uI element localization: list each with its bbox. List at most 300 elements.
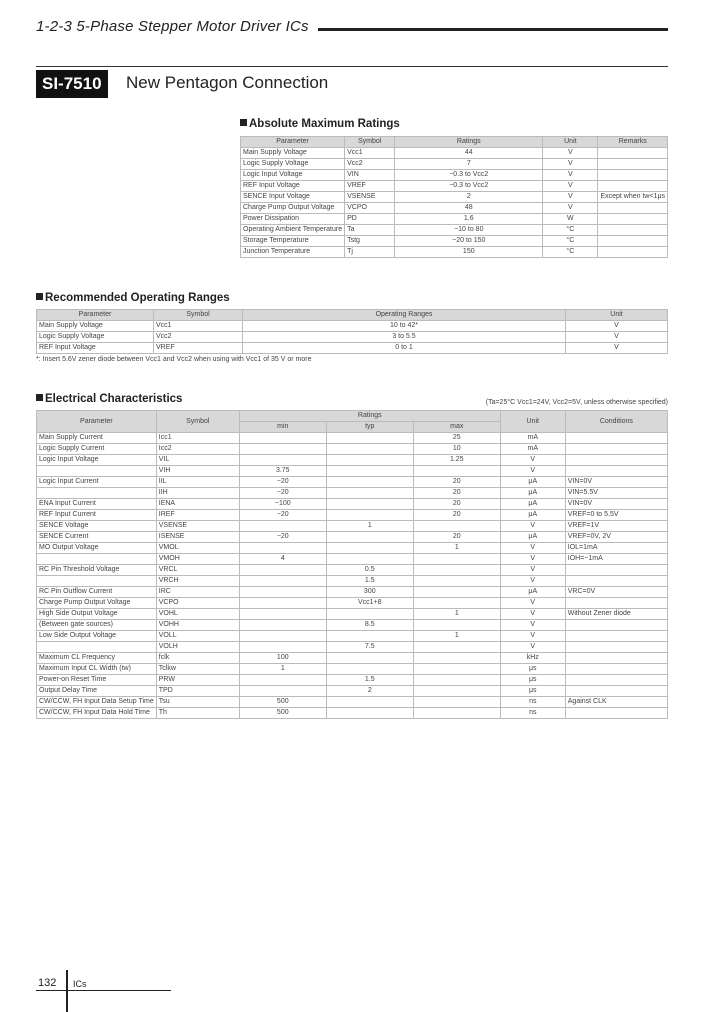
table-cell — [565, 653, 667, 664]
recommended-table — [36, 309, 668, 354]
header-rule — [318, 28, 668, 31]
table-cell: V — [566, 332, 668, 343]
col-parameter: Parameter — [241, 137, 345, 148]
table-cell: 20 — [413, 499, 500, 510]
table-cell: 1.6 — [395, 214, 543, 225]
table-cell: Vcc1 — [345, 148, 395, 159]
table-cell: 1 — [326, 521, 413, 532]
table-cell: Tstg — [345, 236, 395, 247]
table-cell: VOHL — [156, 609, 239, 620]
table-cell: 0.5 — [326, 565, 413, 576]
col-unit: Unit — [543, 137, 598, 148]
table-cell: Logic Supply Current — [37, 444, 157, 455]
table-cell — [413, 686, 500, 697]
table-cell — [37, 576, 157, 587]
table-cell: REF Input Voltage — [37, 343, 154, 354]
table-cell — [598, 159, 668, 170]
col-typ: typ — [326, 422, 413, 433]
table-cell: −20 to 150 — [395, 236, 543, 247]
table-cell: (Between gate sources) — [37, 620, 157, 631]
table-cell: 1 — [239, 664, 326, 675]
abs-max-heading: Absolute Maximum Ratings — [240, 118, 400, 130]
table-cell — [239, 642, 326, 653]
table-cell — [413, 708, 500, 719]
table-row — [241, 247, 668, 258]
table-cell — [239, 576, 326, 587]
table-row — [37, 697, 668, 708]
table-cell: V — [500, 620, 565, 631]
table-row — [37, 587, 668, 598]
table-cell: μA — [500, 477, 565, 488]
table-row — [37, 675, 668, 686]
table-cell: V — [500, 543, 565, 554]
table-cell — [239, 686, 326, 697]
section-header: 1-2-3 5-Phase Stepper Motor Driver ICs — [36, 18, 309, 35]
page-number: 132 — [38, 977, 57, 989]
table-cell: RC Pin Threshold Voltage — [37, 565, 157, 576]
table-cell — [598, 247, 668, 258]
table-cell: W — [543, 214, 598, 225]
table-cell — [326, 708, 413, 719]
table-cell: Power Dissipation — [241, 214, 345, 225]
table-cell: Low Side Output Voltage — [37, 631, 157, 642]
table-cell — [413, 598, 500, 609]
table-cell: 7 — [395, 159, 543, 170]
table-cell: V — [500, 565, 565, 576]
table-cell: Operating Ambient Temperature — [241, 225, 345, 236]
table-cell: μs — [500, 675, 565, 686]
table-cell: High Side Output Voltage — [37, 609, 157, 620]
table-cell: Tclkw — [156, 664, 239, 675]
table-row — [37, 609, 668, 620]
table-row — [241, 225, 668, 236]
table-cell: Except when tw<1μs — [598, 192, 668, 203]
table-cell: 20 — [413, 488, 500, 499]
table-cell — [239, 565, 326, 576]
table-cell: V — [500, 631, 565, 642]
table-cell: Maximum Input CL Width (tw) — [37, 664, 157, 675]
table-cell — [239, 587, 326, 598]
table-cell: VMOH — [156, 554, 239, 565]
table-row — [37, 510, 668, 521]
table-cell — [326, 697, 413, 708]
table-cell: Power-on Reset Time — [37, 675, 157, 686]
table-cell — [326, 499, 413, 510]
table-row — [37, 499, 668, 510]
table-cell: −20 — [239, 532, 326, 543]
table-cell: VOLL — [156, 631, 239, 642]
table-cell — [326, 609, 413, 620]
table-cell: PD — [345, 214, 395, 225]
table-cell: 25 — [413, 433, 500, 444]
table-cell: 1.25 — [413, 455, 500, 466]
table-cell: Vcc1+8 — [326, 598, 413, 609]
table-cell: 1 — [413, 543, 500, 554]
table-cell — [239, 631, 326, 642]
table-cell — [413, 642, 500, 653]
table-cell: Icc2 — [156, 444, 239, 455]
table-cell — [413, 565, 500, 576]
table-cell: −20 — [239, 477, 326, 488]
table-cell: V — [500, 455, 565, 466]
col-min: min — [239, 422, 326, 433]
table-row — [37, 554, 668, 565]
table-cell — [37, 466, 157, 477]
table-cell: V — [566, 343, 668, 354]
table-cell: SENCE Input Voltage — [241, 192, 345, 203]
col-symbol: Symbol — [156, 411, 239, 433]
table-cell: REF Input Voltage — [241, 181, 345, 192]
col-ratings: Ratings — [239, 411, 500, 422]
table-cell: VREF — [154, 343, 243, 354]
col-conditions: Conditions — [565, 411, 667, 433]
table-cell — [598, 148, 668, 159]
table-cell — [598, 170, 668, 181]
model-badge: SI-7510 — [36, 70, 108, 98]
table-row — [241, 170, 668, 181]
table-cell: Logic Input Voltage — [241, 170, 345, 181]
table-cell: 300 — [326, 587, 413, 598]
table-cell: Output Delay Time — [37, 686, 157, 697]
table-cell — [239, 444, 326, 455]
table-row — [37, 620, 668, 631]
table-cell: Charge Pump Output Voltage — [37, 598, 157, 609]
table-row — [37, 686, 668, 697]
col-unit: Unit — [566, 310, 668, 321]
table-cell — [565, 466, 667, 477]
table-row — [37, 321, 668, 332]
col-parameter: Parameter — [37, 310, 154, 321]
table-cell — [413, 554, 500, 565]
table-cell: V — [543, 203, 598, 214]
table-cell — [565, 664, 667, 675]
table-cell: 48 — [395, 203, 543, 214]
table-cell: fclk — [156, 653, 239, 664]
table-row — [37, 521, 668, 532]
table-cell: Vcc2 — [154, 332, 243, 343]
table-cell — [37, 642, 157, 653]
table-cell: −20 — [239, 488, 326, 499]
table-cell: 4 — [239, 554, 326, 565]
table-cell: μA — [500, 510, 565, 521]
electrical-heading: Electrical Characteristics — [36, 393, 182, 405]
table-row — [241, 214, 668, 225]
table-cell: °C — [543, 225, 598, 236]
electrical-table — [36, 410, 668, 719]
title-rule — [36, 66, 668, 67]
footer-bar — [66, 970, 68, 1012]
table-cell — [598, 236, 668, 247]
table-cell: PRW — [156, 675, 239, 686]
table-cell: μA — [500, 587, 565, 598]
table-cell: V — [543, 159, 598, 170]
table-cell: VCPO — [156, 598, 239, 609]
table-cell: VREF — [345, 181, 395, 192]
table-cell — [413, 675, 500, 686]
table-row — [241, 181, 668, 192]
table-cell: 500 — [239, 697, 326, 708]
table-cell: V — [500, 576, 565, 587]
table-cell — [413, 664, 500, 675]
table-cell — [598, 181, 668, 192]
table-cell: ISENSE — [156, 532, 239, 543]
table-cell: Maximum CL Frequency — [37, 653, 157, 664]
table-cell: VREF=0 to 5.5V — [565, 510, 667, 521]
col-parameter: Parameter — [37, 411, 157, 433]
table-row — [37, 576, 668, 587]
table-cell: V — [566, 321, 668, 332]
table-cell — [598, 203, 668, 214]
table-cell: VRC=0V — [565, 587, 667, 598]
table-cell: IIL — [156, 477, 239, 488]
table-cell — [239, 609, 326, 620]
table-cell: μs — [500, 686, 565, 697]
table-cell — [239, 675, 326, 686]
table-cell — [413, 587, 500, 598]
table-cell — [37, 488, 157, 499]
table-cell: ns — [500, 697, 565, 708]
table-row — [37, 642, 668, 653]
table-cell: VREF=0V, 2V — [565, 532, 667, 543]
table-cell: 150 — [395, 247, 543, 258]
col-unit: Unit — [500, 411, 565, 433]
table-cell — [326, 466, 413, 477]
table-row — [37, 598, 668, 609]
col-symbol: Symbol — [154, 310, 243, 321]
table-cell — [239, 521, 326, 532]
table-cell: 0 to 1 — [243, 343, 566, 354]
table-cell: 20 — [413, 477, 500, 488]
table-cell: TPD — [156, 686, 239, 697]
table-cell: Junction Temperature — [241, 247, 345, 258]
table-row — [37, 477, 668, 488]
table-cell: μA — [500, 532, 565, 543]
col-max: max — [413, 422, 500, 433]
table-cell — [413, 697, 500, 708]
table-cell: V — [500, 609, 565, 620]
table-cell: V — [500, 598, 565, 609]
table-cell: VIN=5.5V — [565, 488, 667, 499]
table-cell: Logic Input Voltage — [37, 455, 157, 466]
recommended-note: *: Insert 5.6V zener diode between Vcc1 and Vcc2 when using with Vcc1 of 35 V or more — [36, 356, 312, 363]
table-cell: V — [543, 192, 598, 203]
table-row — [241, 236, 668, 247]
table-cell — [565, 444, 667, 455]
table-row — [37, 653, 668, 664]
table-cell: mA — [500, 433, 565, 444]
table-cell — [239, 543, 326, 554]
table-cell: 10 to 42* — [243, 321, 566, 332]
table-cell: VIN=0V — [565, 477, 667, 488]
table-cell — [326, 488, 413, 499]
table-cell: SENCE Current — [37, 532, 157, 543]
table-cell: VIN=0V — [565, 499, 667, 510]
table-cell: 1.5 — [326, 576, 413, 587]
table-cell: RC Pin Outflow Current — [37, 587, 157, 598]
table-cell — [326, 554, 413, 565]
table-cell — [565, 576, 667, 587]
table-cell: MO Output Voltage — [37, 543, 157, 554]
table-cell — [326, 532, 413, 543]
table-cell: Tsu — [156, 697, 239, 708]
table-cell: 100 — [239, 653, 326, 664]
table-cell — [326, 455, 413, 466]
table-cell: VSENSE — [345, 192, 395, 203]
table-cell: °C — [543, 236, 598, 247]
recommended-heading: Recommended Operating Ranges — [36, 292, 230, 304]
table-cell: 2 — [326, 686, 413, 697]
table-cell: Storage Temperature — [241, 236, 345, 247]
table-cell: Vcc1 — [154, 321, 243, 332]
table-cell — [326, 631, 413, 642]
table-cell: Main Supply Voltage — [37, 321, 154, 332]
table-cell: −100 — [239, 499, 326, 510]
table-cell: mA — [500, 444, 565, 455]
table-cell: IENA — [156, 499, 239, 510]
table-row — [37, 455, 668, 466]
table-cell: °C — [543, 247, 598, 258]
abs-max-table — [240, 136, 668, 258]
table-cell: VREF=1V — [565, 521, 667, 532]
table-cell — [37, 554, 157, 565]
table-cell — [239, 598, 326, 609]
table-cell: 1.5 — [326, 675, 413, 686]
table-cell — [239, 433, 326, 444]
table-cell: Logic Supply Voltage — [241, 159, 345, 170]
table-cell: 3.75 — [239, 466, 326, 477]
table-cell: 10 — [413, 444, 500, 455]
table-cell — [565, 433, 667, 444]
table-cell — [326, 433, 413, 444]
table-cell — [413, 521, 500, 532]
table-cell: REF Input Current — [37, 510, 157, 521]
table-cell — [565, 686, 667, 697]
table-cell: V — [500, 466, 565, 477]
table-cell — [565, 565, 667, 576]
col-remarks: Remarks — [598, 137, 668, 148]
table-cell: VIN — [345, 170, 395, 181]
table-cell — [413, 653, 500, 664]
col-operating-ranges: Operating Ranges — [243, 310, 566, 321]
table-row — [37, 466, 668, 477]
table-cell: ENA Input Current — [37, 499, 157, 510]
table-cell: V — [500, 521, 565, 532]
table-row — [37, 444, 668, 455]
table-cell — [565, 642, 667, 653]
table-cell: kHz — [500, 653, 565, 664]
table-cell — [565, 598, 667, 609]
table-cell: IRC — [156, 587, 239, 598]
table-cell: VCPO — [345, 203, 395, 214]
table-cell: V — [543, 148, 598, 159]
table-cell: 1 — [413, 609, 500, 620]
table-cell: 2 — [395, 192, 543, 203]
table-cell: 20 — [413, 532, 500, 543]
table-cell: Ta — [345, 225, 395, 236]
table-cell: VOLH — [156, 642, 239, 653]
table-cell: VSENSE — [156, 521, 239, 532]
table-row — [37, 664, 668, 675]
table-row — [37, 433, 668, 444]
col-ratings: Ratings — [395, 137, 543, 148]
table-cell: CW/CCW, FH Input Data Setup Time — [37, 697, 157, 708]
table-cell: IREF — [156, 510, 239, 521]
table-row — [241, 192, 668, 203]
table-cell: VIH — [156, 466, 239, 477]
table-cell: −10 to 80 — [395, 225, 543, 236]
table-cell — [413, 576, 500, 587]
table-cell: μs — [500, 664, 565, 675]
table-cell: VIL — [156, 455, 239, 466]
electrical-conditions: (Ta=25°C Vcc1=24V, Vcc2=5V, unless otherwise specified) — [485, 399, 668, 406]
table-cell — [565, 708, 667, 719]
table-cell — [326, 653, 413, 664]
table-cell: VMOL — [156, 543, 239, 554]
table-row — [37, 332, 668, 343]
table-cell — [413, 466, 500, 477]
table-cell: Against CLK — [565, 697, 667, 708]
table-cell: 1 — [413, 631, 500, 642]
table-cell: IIH — [156, 488, 239, 499]
table-cell — [598, 225, 668, 236]
table-cell — [565, 675, 667, 686]
table-cell: Icc1 — [156, 433, 239, 444]
table-cell: Without Zener diode — [565, 609, 667, 620]
table-cell: VRCH — [156, 576, 239, 587]
col-symbol: Symbol — [345, 137, 395, 148]
table-row — [241, 148, 668, 159]
table-cell — [326, 664, 413, 675]
table-cell: 44 — [395, 148, 543, 159]
table-cell: Charge Pump Output Voltage — [241, 203, 345, 214]
table-cell — [239, 455, 326, 466]
table-cell: −0.3 to Vcc2 — [395, 170, 543, 181]
table-cell — [326, 444, 413, 455]
table-row — [37, 543, 668, 554]
table-cell — [598, 214, 668, 225]
table-row — [37, 708, 668, 719]
table-cell — [413, 620, 500, 631]
table-cell: Th — [156, 708, 239, 719]
table-cell: Vcc2 — [345, 159, 395, 170]
table-cell — [326, 543, 413, 554]
table-cell — [565, 455, 667, 466]
table-cell: 3 to 5.5 — [243, 332, 566, 343]
footer-label: ICs — [73, 979, 87, 989]
table-cell: V — [500, 642, 565, 653]
table-cell: ns — [500, 708, 565, 719]
table-cell: V — [543, 170, 598, 181]
table-cell: μA — [500, 488, 565, 499]
table-cell: Logic Input Current — [37, 477, 157, 488]
table-cell: CW/CCW, FH Input Data Hold Time — [37, 708, 157, 719]
table-row — [241, 159, 668, 170]
table-cell: 7.5 — [326, 642, 413, 653]
table-cell: V — [543, 181, 598, 192]
product-title: New Pentagon Connection — [126, 73, 329, 92]
table-cell: Logic Supply Voltage — [37, 332, 154, 343]
table-cell — [565, 620, 667, 631]
table-cell — [239, 620, 326, 631]
table-row — [37, 565, 668, 576]
table-cell: −0.3 to Vcc2 — [395, 181, 543, 192]
table-cell: SENCE Voltage — [37, 521, 157, 532]
table-cell: 8.5 — [326, 620, 413, 631]
table-row — [37, 532, 668, 543]
table-cell: VOHH — [156, 620, 239, 631]
table-cell: IOH=−1mA — [565, 554, 667, 565]
table-row — [37, 488, 668, 499]
